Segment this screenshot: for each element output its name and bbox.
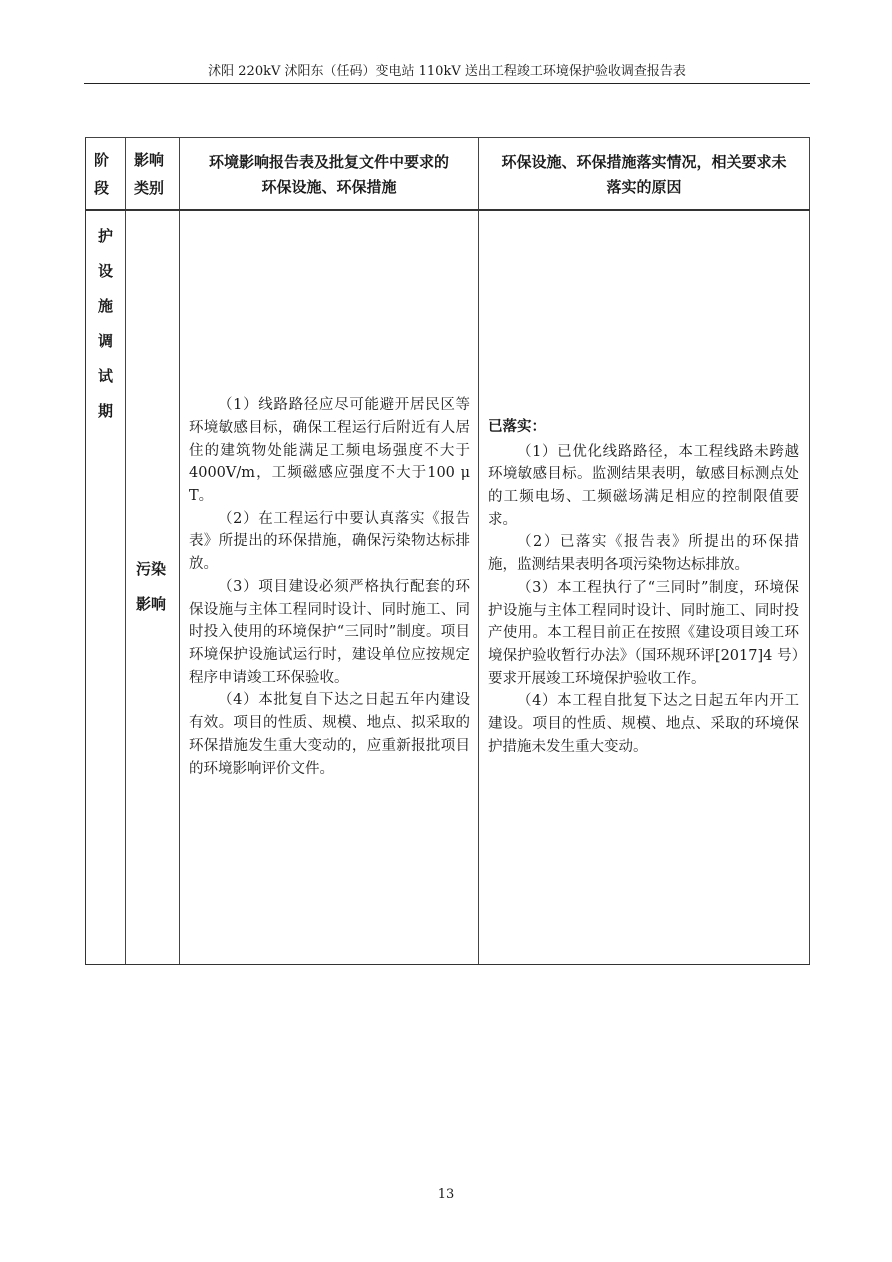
stage-char: 设	[97, 261, 113, 280]
column-header-requirements	[180, 138, 479, 210]
stage-char: 施	[97, 296, 113, 315]
implementation-status: 已落实：	[488, 417, 546, 435]
column-header-category	[126, 138, 180, 210]
column-header-stage	[86, 138, 126, 210]
category-line2: 影响	[136, 595, 167, 614]
stage-char: 护	[97, 226, 113, 245]
stage-char: 试	[97, 366, 113, 385]
table-header-row	[86, 138, 810, 210]
page-header-title: 沭阳 220kV 沭阳东（任码）变电站 110kV 送出工程竣工环境保护验收调查报告表	[208, 64, 686, 79]
column-header-stage-line2: 段	[94, 179, 110, 197]
measures-table	[85, 137, 810, 965]
requirement-paragraph: （2）在工程运行中要认真落实《报告表》所提出的环保措施，确保污染物达标排放。	[189, 510, 470, 573]
implementation-paragraph: （2）已落实《报告表》所提出的环保措施，监测结果表明各项污染物达标排放。	[488, 534, 799, 574]
column-header-implementation-line2: 落实的原因	[606, 178, 682, 196]
column-header-implementation	[479, 138, 810, 210]
column-header-stage-line1: 阶	[94, 151, 110, 169]
requirement-paragraph: （4）本批复自下达之日起五年内建设有效。项目的性质、规模、地点、拟采取的环保措施发生重大变动的，应重新报批项目的环境影响评价文件。	[189, 692, 470, 777]
requirement-paragraph: （3）项目建设必须严格执行配套的环保设施与主体工程同时设计、同时施工、同时投入使用的环境保护“三同时”制度。项目环境保护设施试运行时，建设单位应按规定程序申请竣工环保验收。	[189, 578, 470, 686]
implementation-cell	[479, 210, 810, 965]
stage-cell	[86, 210, 126, 965]
category-cell	[126, 210, 180, 965]
stage-char: 期	[97, 401, 113, 420]
table-row	[86, 210, 810, 965]
column-header-requirements-line2: 环保设施、环保措施	[261, 178, 397, 196]
implementation-paragraph: （4）本工程自批复下达之日起五年内开工建设。项目的性质、规模、地点、采取的环境保护措施未发生重大变动。	[488, 693, 799, 755]
column-header-requirements-line1: 环境影响报告表及批复文件中要求的	[208, 153, 449, 171]
column-header-category-line1: 影响	[134, 151, 165, 169]
implementation-paragraph: （1）已优化线路路径，本工程线路未跨越环境敏感目标。监测结果表明，敏感目标测点处的工频电场、工频磁场满足相应的控制限值要求。	[488, 443, 799, 528]
column-header-category-line2: 类别	[134, 179, 165, 197]
requirements-cell	[180, 210, 479, 965]
page-number: 13	[437, 1187, 455, 1202]
column-header-implementation-line1: 环保设施、环保措施落实情况，相关要求未	[501, 153, 787, 171]
requirement-paragraph: （1）线路路径应尽可能避开居民区等环境敏感目标，确保工程运行后附近有人居住的建筑物处能满足工频电场强度不大于4000V/m，工频磁感应强度不大于100 μ T。	[189, 397, 470, 505]
category-line1: 污染	[136, 560, 167, 579]
implementation-paragraph: （3）本工程执行了“三同时”制度，环境保护设施与主体工程同时设计、同时施工、同时投产使用。本工程目前正在按照《建设项目竣工环境保护验收暂行办法》（国环规环评[2017]4 号）要求开展竣工环境保护验收工作。	[488, 579, 799, 687]
header-divider	[84, 83, 810, 84]
stage-char: 调	[97, 331, 113, 350]
